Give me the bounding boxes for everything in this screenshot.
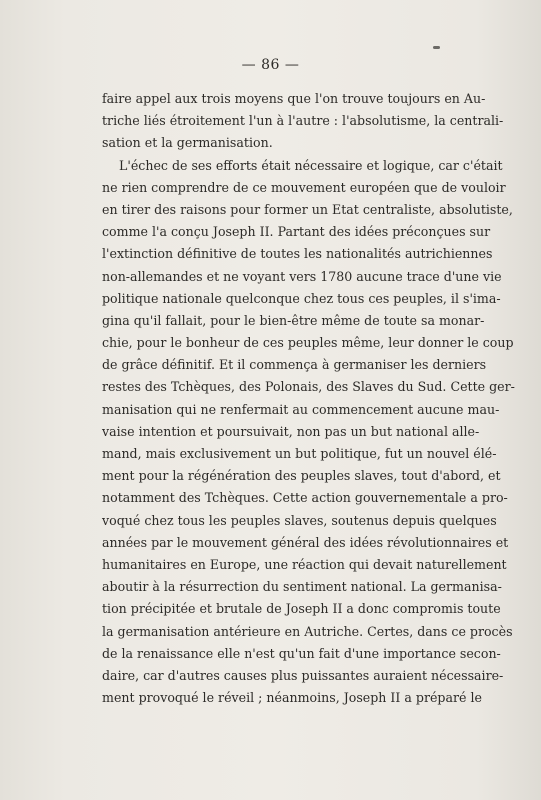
text-line: faire appel aux trois moyens que l'on trouve toujours en Au- bbox=[102, 91, 486, 106]
text-line: voqué chez tous les peuples slaves, soutenus depuis quelques bbox=[102, 512, 497, 528]
text-line: gina qu'il fallait, pour le bien-être même de toute sa monar- bbox=[102, 312, 485, 328]
text-line: ment pour la régénération des peuples slaves, tout d'abord, et bbox=[102, 468, 501, 484]
text-line: la germanisation antérieure en Autriche. Certes, dans ce procès bbox=[102, 623, 513, 639]
text-line: en tirer des raisons pour former un Etat centraliste, absolutiste, bbox=[102, 201, 513, 217]
text-line: non-allemandes et ne voyant vers 1780 aucune trace d'une vie bbox=[102, 268, 502, 284]
text-line: aboutir à la résurrection du sentiment national. La germanisa- bbox=[102, 579, 502, 595]
text-line: L'échec de ses efforts était nécessaire et logique, car c'était bbox=[119, 157, 503, 173]
text-line: de la renaissance elle n'est qu'un fait d'une importance secon- bbox=[102, 645, 501, 661]
text-line: manisation qui ne renfermait au commencement aucune mau- bbox=[102, 401, 500, 417]
text-line: années par le mouvement général des idées révolutionnaires et bbox=[102, 534, 509, 550]
text-line: mand, mais exclusivement un but politique, fut un nouvel élé- bbox=[102, 446, 497, 461]
text-line: l'extinction définitive de toutes les nationalités autrichiennes bbox=[102, 246, 493, 262]
text-line: daire, car d'autres causes plus puissantes auraient nécessaire- bbox=[102, 667, 504, 683]
text-line: ne rien comprendre de ce mouvement européen que de vouloir bbox=[102, 179, 506, 195]
text-line: triche liés étroitement l'un à l'autre : l'absolutisme, la centrali- bbox=[102, 113, 504, 129]
text-line: vaise intention et poursuivait, non pas un but national alle- bbox=[102, 423, 480, 439]
page-number: — 86 — bbox=[241, 57, 300, 73]
text-line: comme l'a conçu Joseph II. Partant des idées préconçues sur bbox=[102, 224, 491, 240]
body-text bbox=[102, 88, 515, 709]
text-line: ment provoqué le réveil ; néanmoins, Joseph II a préparé le bbox=[102, 690, 482, 706]
text-line: de grâce définitif. Et il commença à germaniser les derniers bbox=[102, 357, 487, 373]
text-line: chie, pour le bonheur de ces peuples même, leur donner le coup bbox=[102, 335, 514, 351]
text-line: humanitaires en Europe, une réaction qui devait naturellement bbox=[102, 556, 507, 572]
text-line: sation et la germanisation. bbox=[102, 135, 273, 151]
text-line: restes des Tchèques, des Polonais, des Slaves du Sud. Cette ger- bbox=[102, 379, 515, 395]
text-line: tion précipitée et brutale de Joseph II a donc compromis toute bbox=[102, 601, 501, 617]
text-line: politique nationale quelconque chez tous ces peuples, il s'ima- bbox=[102, 290, 501, 306]
text-line: notamment des Tchèques. Cette action gouvernementale a pro- bbox=[102, 490, 508, 506]
ink-smudge bbox=[433, 46, 440, 49]
